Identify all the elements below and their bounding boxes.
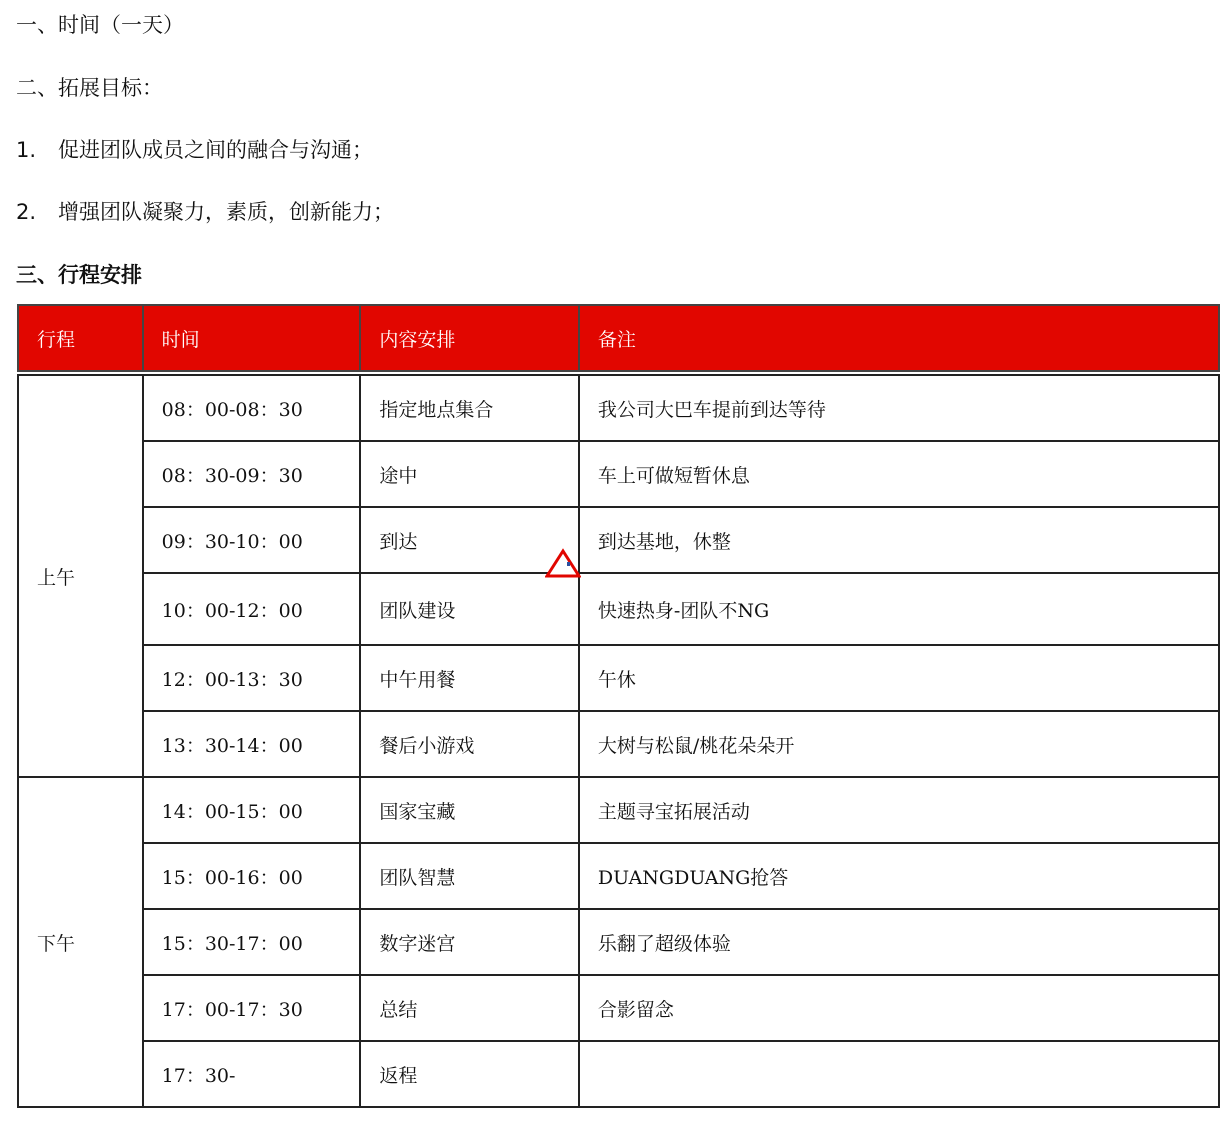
goal-item-1: [16, 137, 373, 163]
content-cell: 团队建设: [360, 573, 579, 645]
content-cell: 餐后小游戏: [360, 711, 579, 777]
period-morning: 上午: [18, 375, 143, 777]
content-cell: 返程: [360, 1041, 579, 1107]
goal-text: 促进团队成员之间的融合与沟通；: [58, 138, 373, 162]
time-cell: 08：30-09：30: [143, 441, 361, 507]
time-cell: 17：00-17：30: [143, 975, 361, 1041]
time-cell: 10：00-12：00: [143, 573, 361, 645]
time-cell: 15：30-17：00: [143, 909, 361, 975]
note-cell: 车上可做短暂休息: [579, 441, 1219, 507]
period-afternoon: 下午: [18, 777, 143, 1107]
note-cell: DUANGDUANG抢答: [579, 843, 1219, 909]
time-cell: 09：30-10：00: [143, 507, 361, 573]
note-cell: 大树与松鼠/桃花朵朵开: [579, 711, 1219, 777]
note-cell: 到达基地，休整: [579, 507, 1219, 573]
goal-item-2: [16, 199, 394, 225]
content-cell: 国家宝藏: [360, 777, 579, 843]
schedule-table: [17, 304, 1220, 1108]
note-cell: 快速热身-团队不NG: [579, 573, 1219, 645]
time-cell: 12：00-13：30: [143, 645, 361, 711]
content-cell: 到达: [360, 507, 579, 573]
content-cell: 总结: [360, 975, 579, 1041]
goal-number: 1.: [16, 138, 37, 162]
goal-text: 增强团队凝聚力，素质，创新能力；: [58, 200, 394, 224]
goal-number: 2.: [16, 200, 37, 224]
heading-schedule: 三、行程安排: [16, 263, 142, 287]
table-row: [18, 975, 1219, 1041]
table-row: [18, 1041, 1219, 1107]
note-cell: [579, 1041, 1219, 1107]
table-row: [18, 573, 1219, 645]
content-cell: 中午用餐: [360, 645, 579, 711]
heading-goal: 二、拓展目标：: [16, 76, 163, 100]
time-cell: 17：30-: [143, 1041, 361, 1107]
note-cell: 我公司大巴车提前到达等待: [579, 375, 1219, 441]
note-cell: 主题寻宝拓展活动: [579, 777, 1219, 843]
content-cell: 途中: [360, 441, 579, 507]
table-row: [18, 777, 1219, 843]
table-row: [18, 645, 1219, 711]
table-row: [18, 441, 1219, 507]
time-cell: 08：00-08：30: [143, 375, 361, 441]
note-cell: 午休: [579, 645, 1219, 711]
header-cell-note: 备注: [579, 305, 1219, 371]
header-cell-itinerary: 行程: [18, 305, 143, 371]
table-row: [18, 375, 1219, 441]
heading-time: 一、时间（一天）: [16, 13, 184, 37]
table-row: [18, 843, 1219, 909]
table-header-row: [18, 305, 1219, 371]
table-row: [18, 711, 1219, 777]
content-cell: 团队智慧: [360, 843, 579, 909]
header-cell-time: 时间: [143, 305, 361, 371]
content-cell: 数字迷宫: [360, 909, 579, 975]
time-cell: 14：00-15：00: [143, 777, 361, 843]
note-cell: 合影留念: [579, 975, 1219, 1041]
note-cell: 乐翻了超级体验: [579, 909, 1219, 975]
header-cell-content: 内容安排: [360, 305, 579, 371]
table-row: [18, 909, 1219, 975]
time-cell: 15：00-16：00: [143, 843, 361, 909]
table-row: [18, 507, 1219, 573]
content-cell: 指定地点集合: [360, 375, 579, 441]
warning-triangle-icon: [545, 548, 581, 578]
time-cell: 13：30-14：00: [143, 711, 361, 777]
